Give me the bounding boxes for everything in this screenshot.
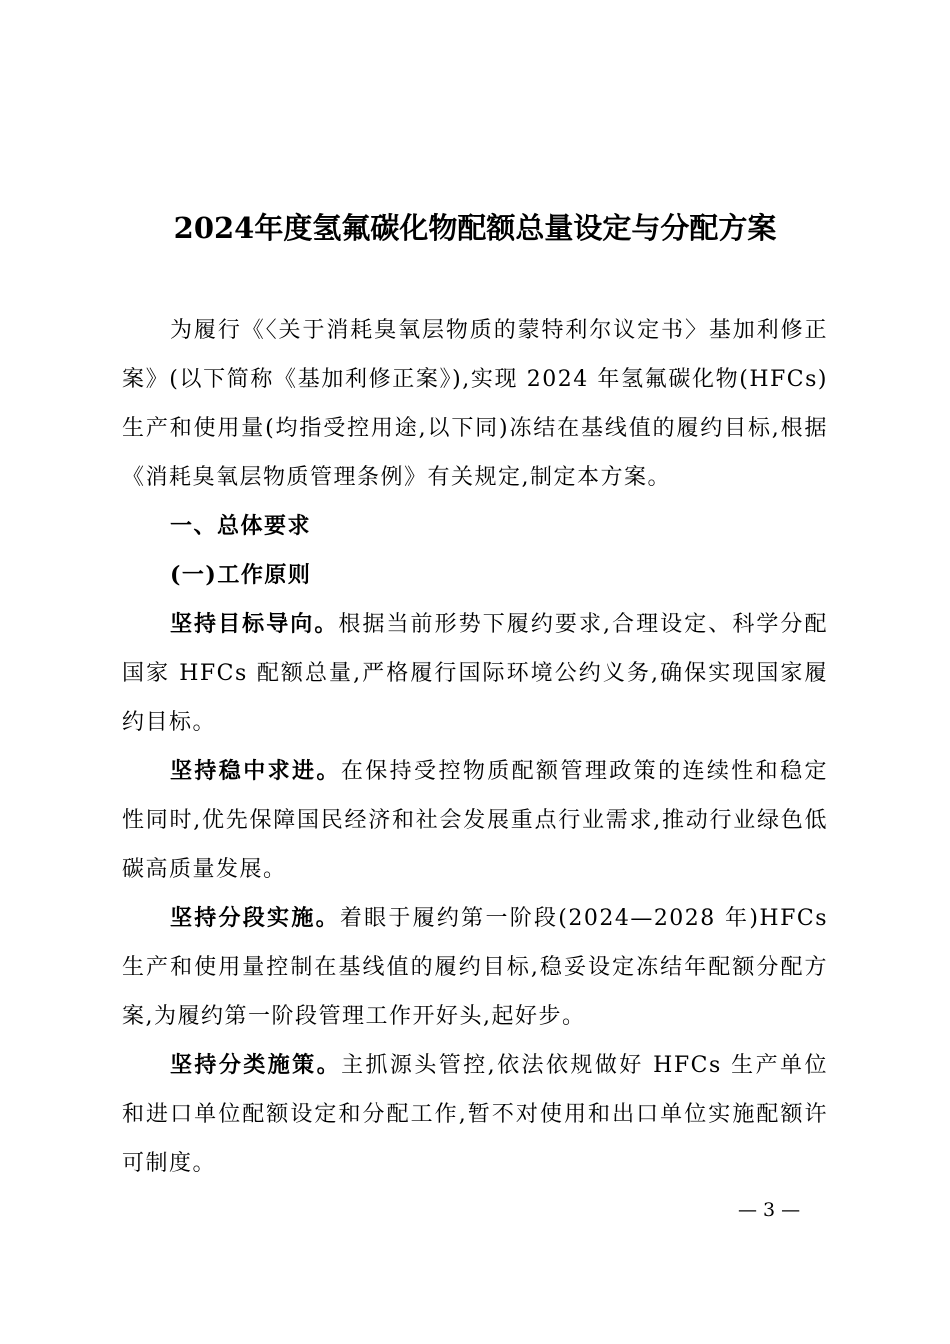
- principle-lead: 坚持分类施策。: [170, 1052, 342, 1078]
- subsection-heading-working-principles: (一)工作原则: [170, 562, 312, 588]
- intro-paragraph: 为履行《〈关于消耗臭氧层物质的蒙特利尔议定书〉基加利修正案》(以下简称《基加利修正案》),实现 2024 年氢氟碳化物(HFCs)生产和使用量(均指受控用途,以下同)冻结在基线值的履约目标,根据《消耗臭氧层物质管理条例》有关规定,制定本方案。: [122, 318, 828, 490]
- principle-paragraph: [122, 747, 828, 894]
- principle-lead: 坚持分段实施。: [170, 905, 340, 931]
- principle-paragraph: [122, 1041, 828, 1188]
- principle-text: 着眼于履约第一阶段(2024—2028 年)HFCs 生产和使用量控制在基线值的履约目标,稳妥设定冻结年配额分配方案,为履约第一阶段管理工作开好头,起好步。: [122, 906, 828, 1029]
- section-heading-overall-requirements: 一、总体要求: [170, 513, 312, 539]
- document-body: [122, 306, 828, 1188]
- principle-paragraph: [122, 600, 828, 747]
- principle-text: 在保持受控物质配额管理政策的连续性和稳定性同时,优先保障国民经济和社会发展重点行业需求,推动行业绿色低碳高质量发展。: [122, 759, 828, 882]
- principle-lead: 坚持稳中求进。: [170, 758, 341, 784]
- document-title: 2024年度氢氟碳化物配额总量设定与分配方案: [173, 211, 777, 245]
- principle-paragraph: [122, 894, 828, 1041]
- principle-text: 主抓源头管控,依法依规做好 HFCs 生产单位和进口单位配额设定和分配工作,暂不对使用和出口单位实施配额许可制度。: [122, 1053, 828, 1176]
- principle-text: 根据当前形势下履约要求,合理设定、科学分配国家 HFCs 配额总量,严格履行国际环境公约义务,确保实现国家履约目标。: [122, 612, 828, 735]
- page-number: — 3 —: [738, 1199, 801, 1221]
- principle-lead: 坚持目标导向。: [170, 611, 339, 637]
